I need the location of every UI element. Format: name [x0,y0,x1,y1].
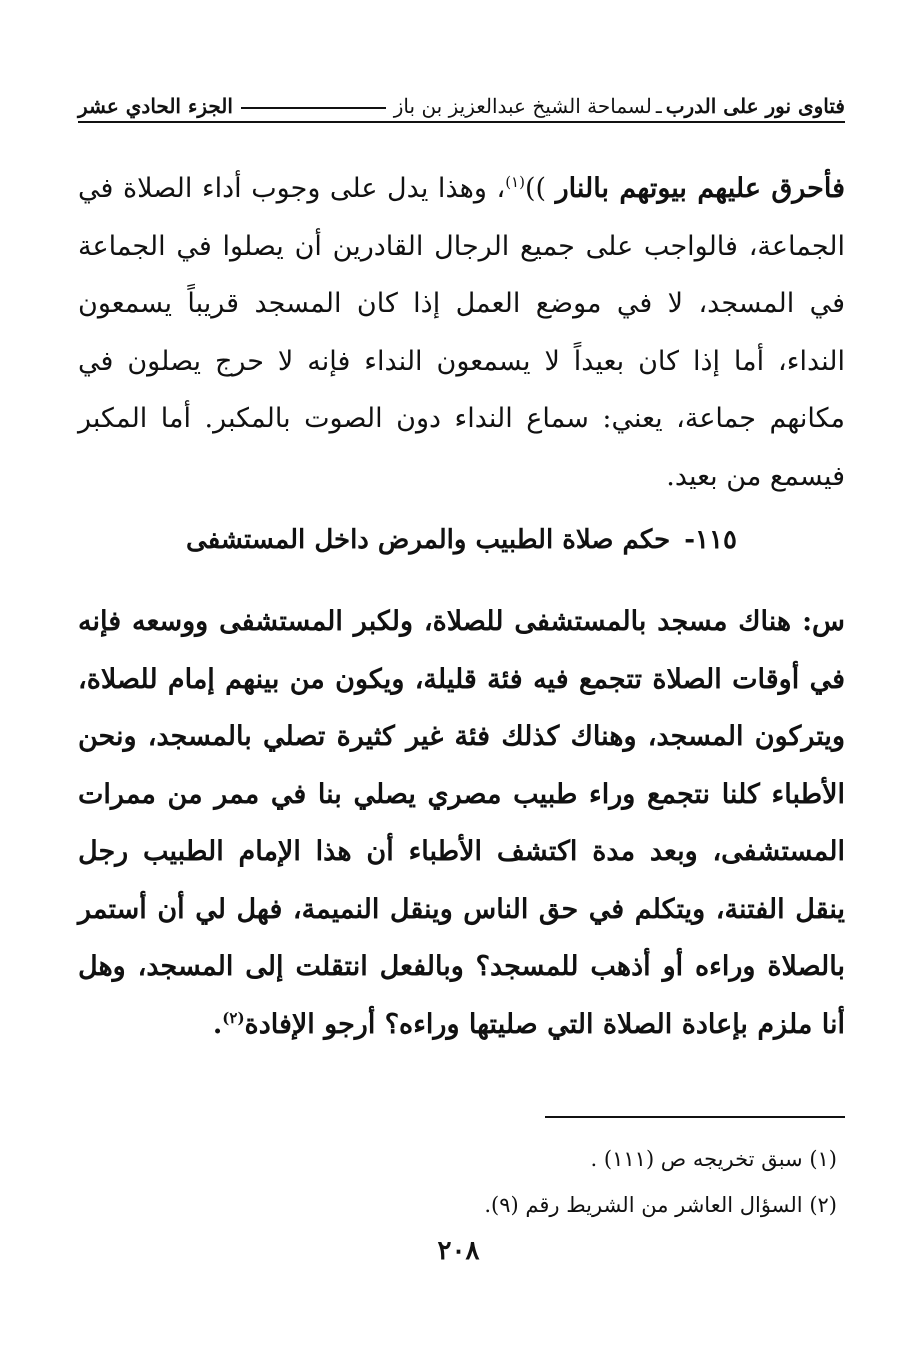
paragraph-text: ، وهذا يدل على وجوب أداء الصلاة في الجماعة، فالواجب على جميع الرجال القادرين أن يصلوا في الجماعة في المسجد، لا في موضع العمل إذا كان المسجد قريباً يسمعون النداء، أما إذا كان بعيداً لا يسمعون النداء فإنه لا حرج يصلون في مكانهم جماعة، يعني: سماع النداء دون الصوت بالمكبر. أما المكبر فيسمع من بعيد. [78,173,845,492]
footnote-ref-2: (٢) [222,1008,245,1027]
footnote-divider [545,1116,845,1118]
question-text: هناك مسجد بالمستشفى للصلاة، ولكبر المستشفى ووسعه فإنه في أوقات الصلاة تتجمع فيه فئة قليلة، ويكون من بينهم إمام للصلاة، ويتركون المسجد، وهناك كذلك فئة غير كثيرة تصلي بالمسجد، ونحن الأطباء كلنا نتجمع وراء طبيب مصري يصلي بنا في ممر من ممرات المستشفى، وبعد مدة اكتشف الأطباء أن هذا الإمام الطبيب رجل ينقل الفتنة، ويتكلم في حق الناس وينقل النميمة، فهل لي أن أستمر بالصلاة وراءه أو أذهب للمسجد؟ وبالفعل انتقلت إلى المسجد، وهل أنا ملزم بإعادة الصلاة التي صليتها وراءه؟ أرجو الإفادة [78,606,845,1040]
footnote-1: (١) سبق تخريجه ص (١١١) . [590,1147,837,1171]
footnotes [78,1136,837,1228]
author-line: لسماحة الشيخ عبدالعزيز بن باز [393,94,652,118]
footnote-2: (٢) السؤال العاشر من الشريط رقم (٩). [484,1193,837,1217]
question-label: س: [802,606,845,637]
header-rule [241,107,386,109]
page-number: ٢٠٨ [437,1236,480,1266]
running-header [78,84,845,123]
answer-paragraph [78,160,845,505]
header-separator: ـ [655,94,662,118]
volume-part: الجزء الحادي عشر [78,94,233,118]
book-title: فتاوى نور على الدرب [665,94,845,118]
question-end: . [212,1008,223,1040]
section-heading [78,525,845,555]
question-block [78,593,845,1053]
footnote-ref-1: (١) [505,173,525,191]
hadith-closing-quote: )) [524,173,556,204]
section-number: ١١٥- [684,525,737,555]
section-title: حكم صلاة الطبيب والمرض داخل المستشفى [186,525,671,555]
hadith-quote: فأحرق عليهم بيوتهم بالنار [555,173,846,204]
body-paragraph [78,160,845,505]
